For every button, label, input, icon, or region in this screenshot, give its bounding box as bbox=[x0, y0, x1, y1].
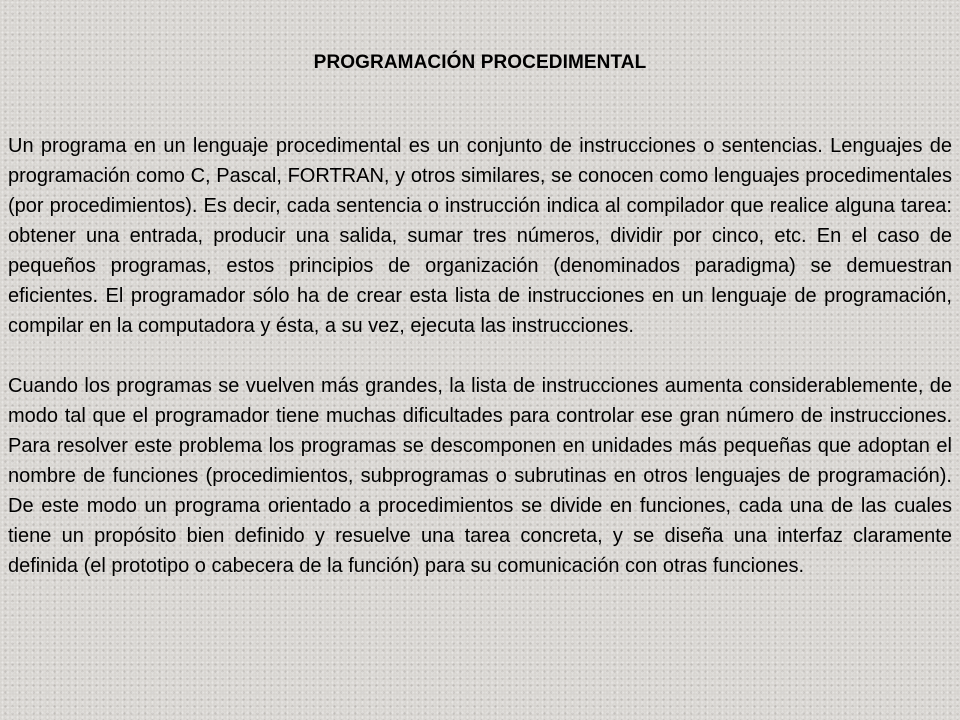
slide-body bbox=[8, 131, 952, 611]
paragraph-2: Cuando los programas se vuelven más grandes, la lista de instrucciones aumenta considerablemente, de modo tal que el programador tiene muchas dificultades para controlar ese gran número de instrucciones. Para resolver este problema los programas se descomponen en unidades más pequeñas que adoptan el nombre de funciones (procedimientos, subprogramas o subrutinas en otros lenguajes de programación). De este modo un programa orientado a procedimientos se divide en funciones, cada una de las cuales tiene un propósito bien definido y resuelve una tarea concreta, y se diseña una interfaz claramente definida (el prototipo o cabecera de la función) para su comunicación con otras funciones. bbox=[8, 375, 952, 577]
paragraph-1: Un programa en un lenguaje procedimental es un conjunto de instrucciones o sentencias. Lenguajes de programación como C, Pascal, FORTRAN, y otros similares, se conocen como lenguajes procedimentales (por procedimientos). Es decir, cada sentencia o instrucción indica al compilador que realice alguna tarea: obtener una entrada, producir una salida, sumar tres números, dividir por cinco, etc. En el caso de pequeños programas, estos principios de organización (denominados paradigma) se demuestran eficientes. El programador sólo ha de crear esta lista de instrucciones en un lenguaje de programación, compilar en la computadora y ésta, a su vez, ejecuta las instrucciones. bbox=[8, 135, 952, 337]
slide-title: PROGRAMACIÓN PROCEDIMENTAL bbox=[313, 52, 647, 73]
